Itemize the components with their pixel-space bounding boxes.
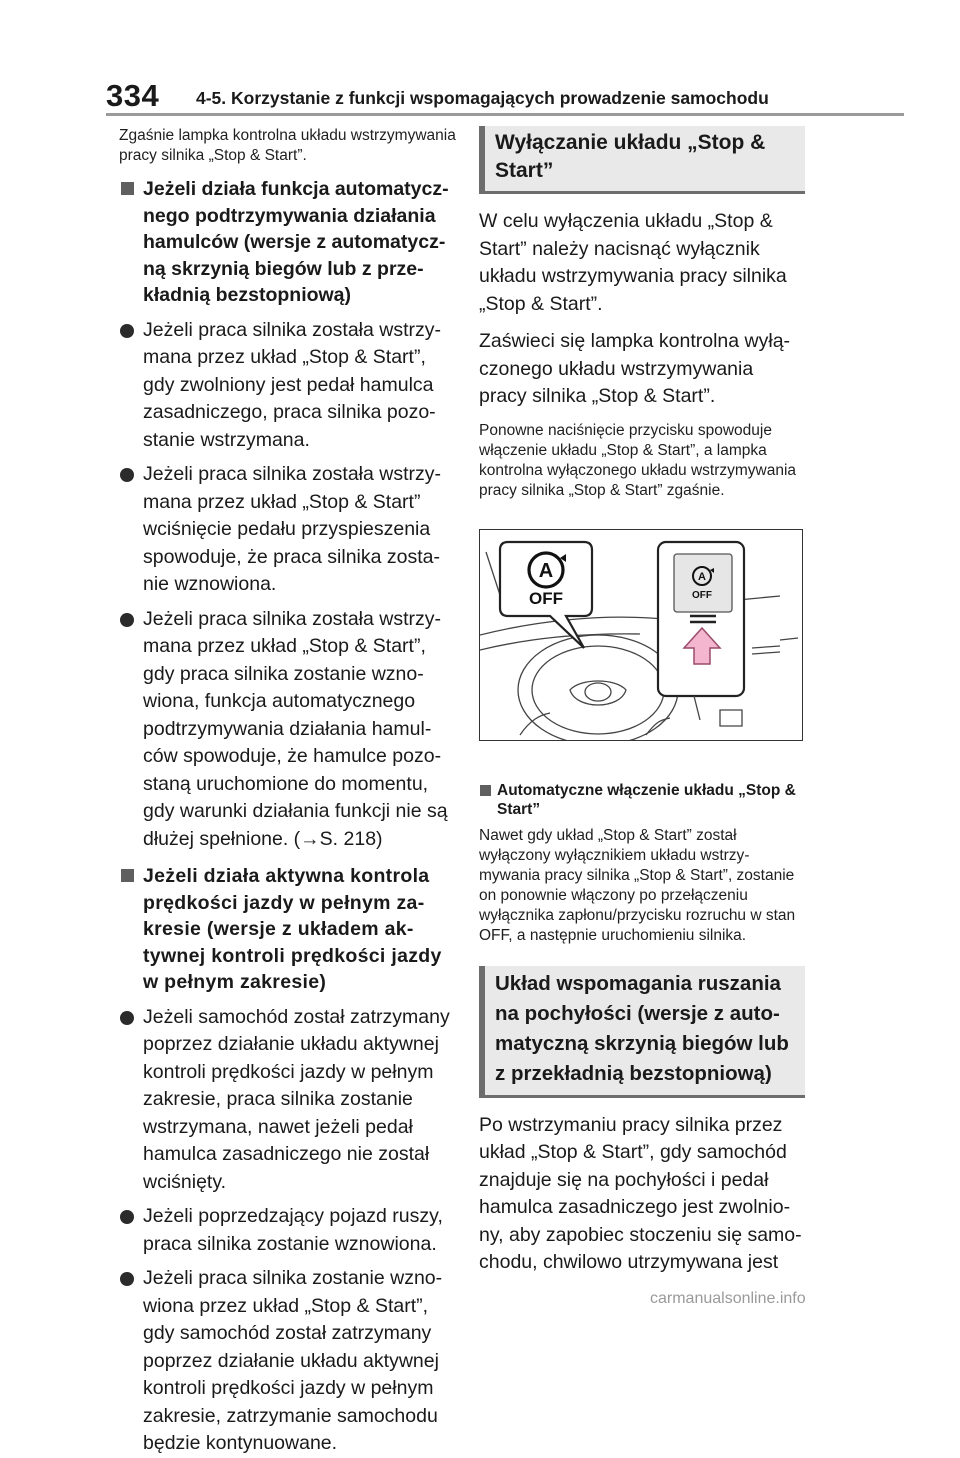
list-item: Jeżeli praca silnika została wstrzymana przez układ „Stop & Start”, gdy zwolniony jest pedał hamulca zasadniczego, praca silnika pozostanie wstrzymana. (119, 317, 459, 455)
big-stop-start-glyph: A (538, 559, 554, 582)
page-number: 334 (106, 78, 160, 113)
list-item: Jeżeli praca silnika została wstrzymana przez układ „Stop & Start”, gdy praca silnika zostanie wznowiona, funkcja automatycznego podtrzymywania działania hamulców spowoduje, że hamulce pozostaną uruchomione do momentu, gdy warunki działania funkcji nie są dłużej spełnione. (→S. 218) (119, 606, 459, 854)
paragraph-small: Nawet gdy układ „Stop & Start” został wyłączony wyłącznikiem układu wstrzymywania pracy silnika „Stop & Start”, zostanie on ponownie włączony po przełączeniu wyłącznika zapłonu/przycisku rozruchu w stan OFF, a następnie uruchomieniu silnika. (479, 826, 796, 944)
paragraph: Po wstrzymaniu pracy silnika przez układ „Stop & Start”, gdy samochód znajduje się na pochyłości i pedał hamulca zasadniczego jest zwolniony, aby zapobiec stoczeniu się samochodu, chwilowo utrzymywana jest (479, 1113, 802, 1273)
list-item: Jeżeli poprzedzający pojazd ruszy, praca silnika zostanie wznowiona. (119, 1203, 459, 1258)
intro-text: Zgaśnie lampka kontrolna układu wstrzymywania pracy silnika „Stop & Start”. (119, 127, 456, 164)
round-bullet-icon (120, 1272, 134, 1286)
paragraph: W celu wyłączenia układu „Stop & Start” należy nacisnąć wyłącznik układu wstrzymywania pracy silnika „Stop & Start”. (479, 210, 787, 315)
round-bullet-icon (120, 468, 134, 482)
watermark: carmanualsonline.info (650, 1290, 806, 1307)
paragraph: Zaświeci się lampka kontrolna wyłączonego układu wstrzymywania pracy silnika „Stop & Start”. (479, 330, 791, 407)
square-bullet-icon (121, 869, 134, 882)
dashboard-illustration (479, 529, 803, 741)
button-panel (658, 542, 744, 720)
section-heading-hill-start: Układ wspomagania ruszania na pochyłości (wersje z automatyczną skrzynią biegów lub z przekładnią bezstopniową) (479, 966, 805, 1098)
round-bullet-icon (120, 613, 134, 627)
square-bullet-icon (121, 182, 134, 195)
small-stop-start-glyph: A (698, 570, 706, 583)
paragraph-small: Ponowne naciśnięcie przycisku spowoduje włączenie układu „Stop & Start”, a lampka kontrolna wyłączonego układu wstrzymywania pracy silnika „Stop & Start” zgaśnie. (479, 421, 797, 499)
big-off-label: OFF (529, 588, 563, 608)
round-bullet-icon (120, 324, 134, 338)
right-column (479, 126, 805, 1277)
running-header-title: 4-5. Korzystanie z funkcji wspomagających prowadzenie samochodu (196, 88, 769, 108)
dashboard-drawing (480, 530, 802, 740)
list-item: Jeżeli praca silnika została wstrzymana przez układ „Stop & Start” wciśnięcie pedału przyspieszenia spowoduje, że praca silnika zostanie wznowiona. (119, 461, 459, 599)
round-bullet-icon (120, 1210, 134, 1224)
list-item: Jeżeli samochód został zatrzymany poprzez działanie układu aktywnej kontroli prędkości jazdy w pełnym zakresie, praca silnika zostanie wstrzymana, nawet jeżeli pedał hamulca zasadniczego nie został wciśnięty. (119, 1004, 459, 1197)
list-item: Jeżeli praca silnika zostanie wznowiona przez układ „Stop & Start”, gdy samochód został zatrzymany poprzez działanie układu aktywnej kontroli prędkości jazdy w pełnym zakresie, zatrzymanie samochodu będzie kontynuowane. (119, 1265, 459, 1458)
round-bullet-icon (120, 1011, 134, 1025)
heading-cruise-control: Jeżeli działa aktywna kontrola prędkości jazdy w pełnym zakresie (wersje z układem aktywnej kontroli prędkości jazdy w pełnym zakresie) (119, 863, 459, 996)
left-column (119, 126, 459, 1458)
heading-brake-hold: Jeżeli działa funkcja automatycznego podtrzymywania działania hamulców (wersje z automatyczną skrzynią biegów lub z przekładnią bezstopniową) (119, 176, 459, 309)
square-bullet-icon (480, 785, 491, 796)
section-heading-disable: Wyłączanie układu „Stop & Start” (479, 126, 805, 194)
subheading-auto-enable: Automatyczne włączenie układu „Stop & Start” (479, 781, 805, 820)
small-off-label: OFF (692, 589, 712, 601)
header-rule (106, 113, 904, 116)
